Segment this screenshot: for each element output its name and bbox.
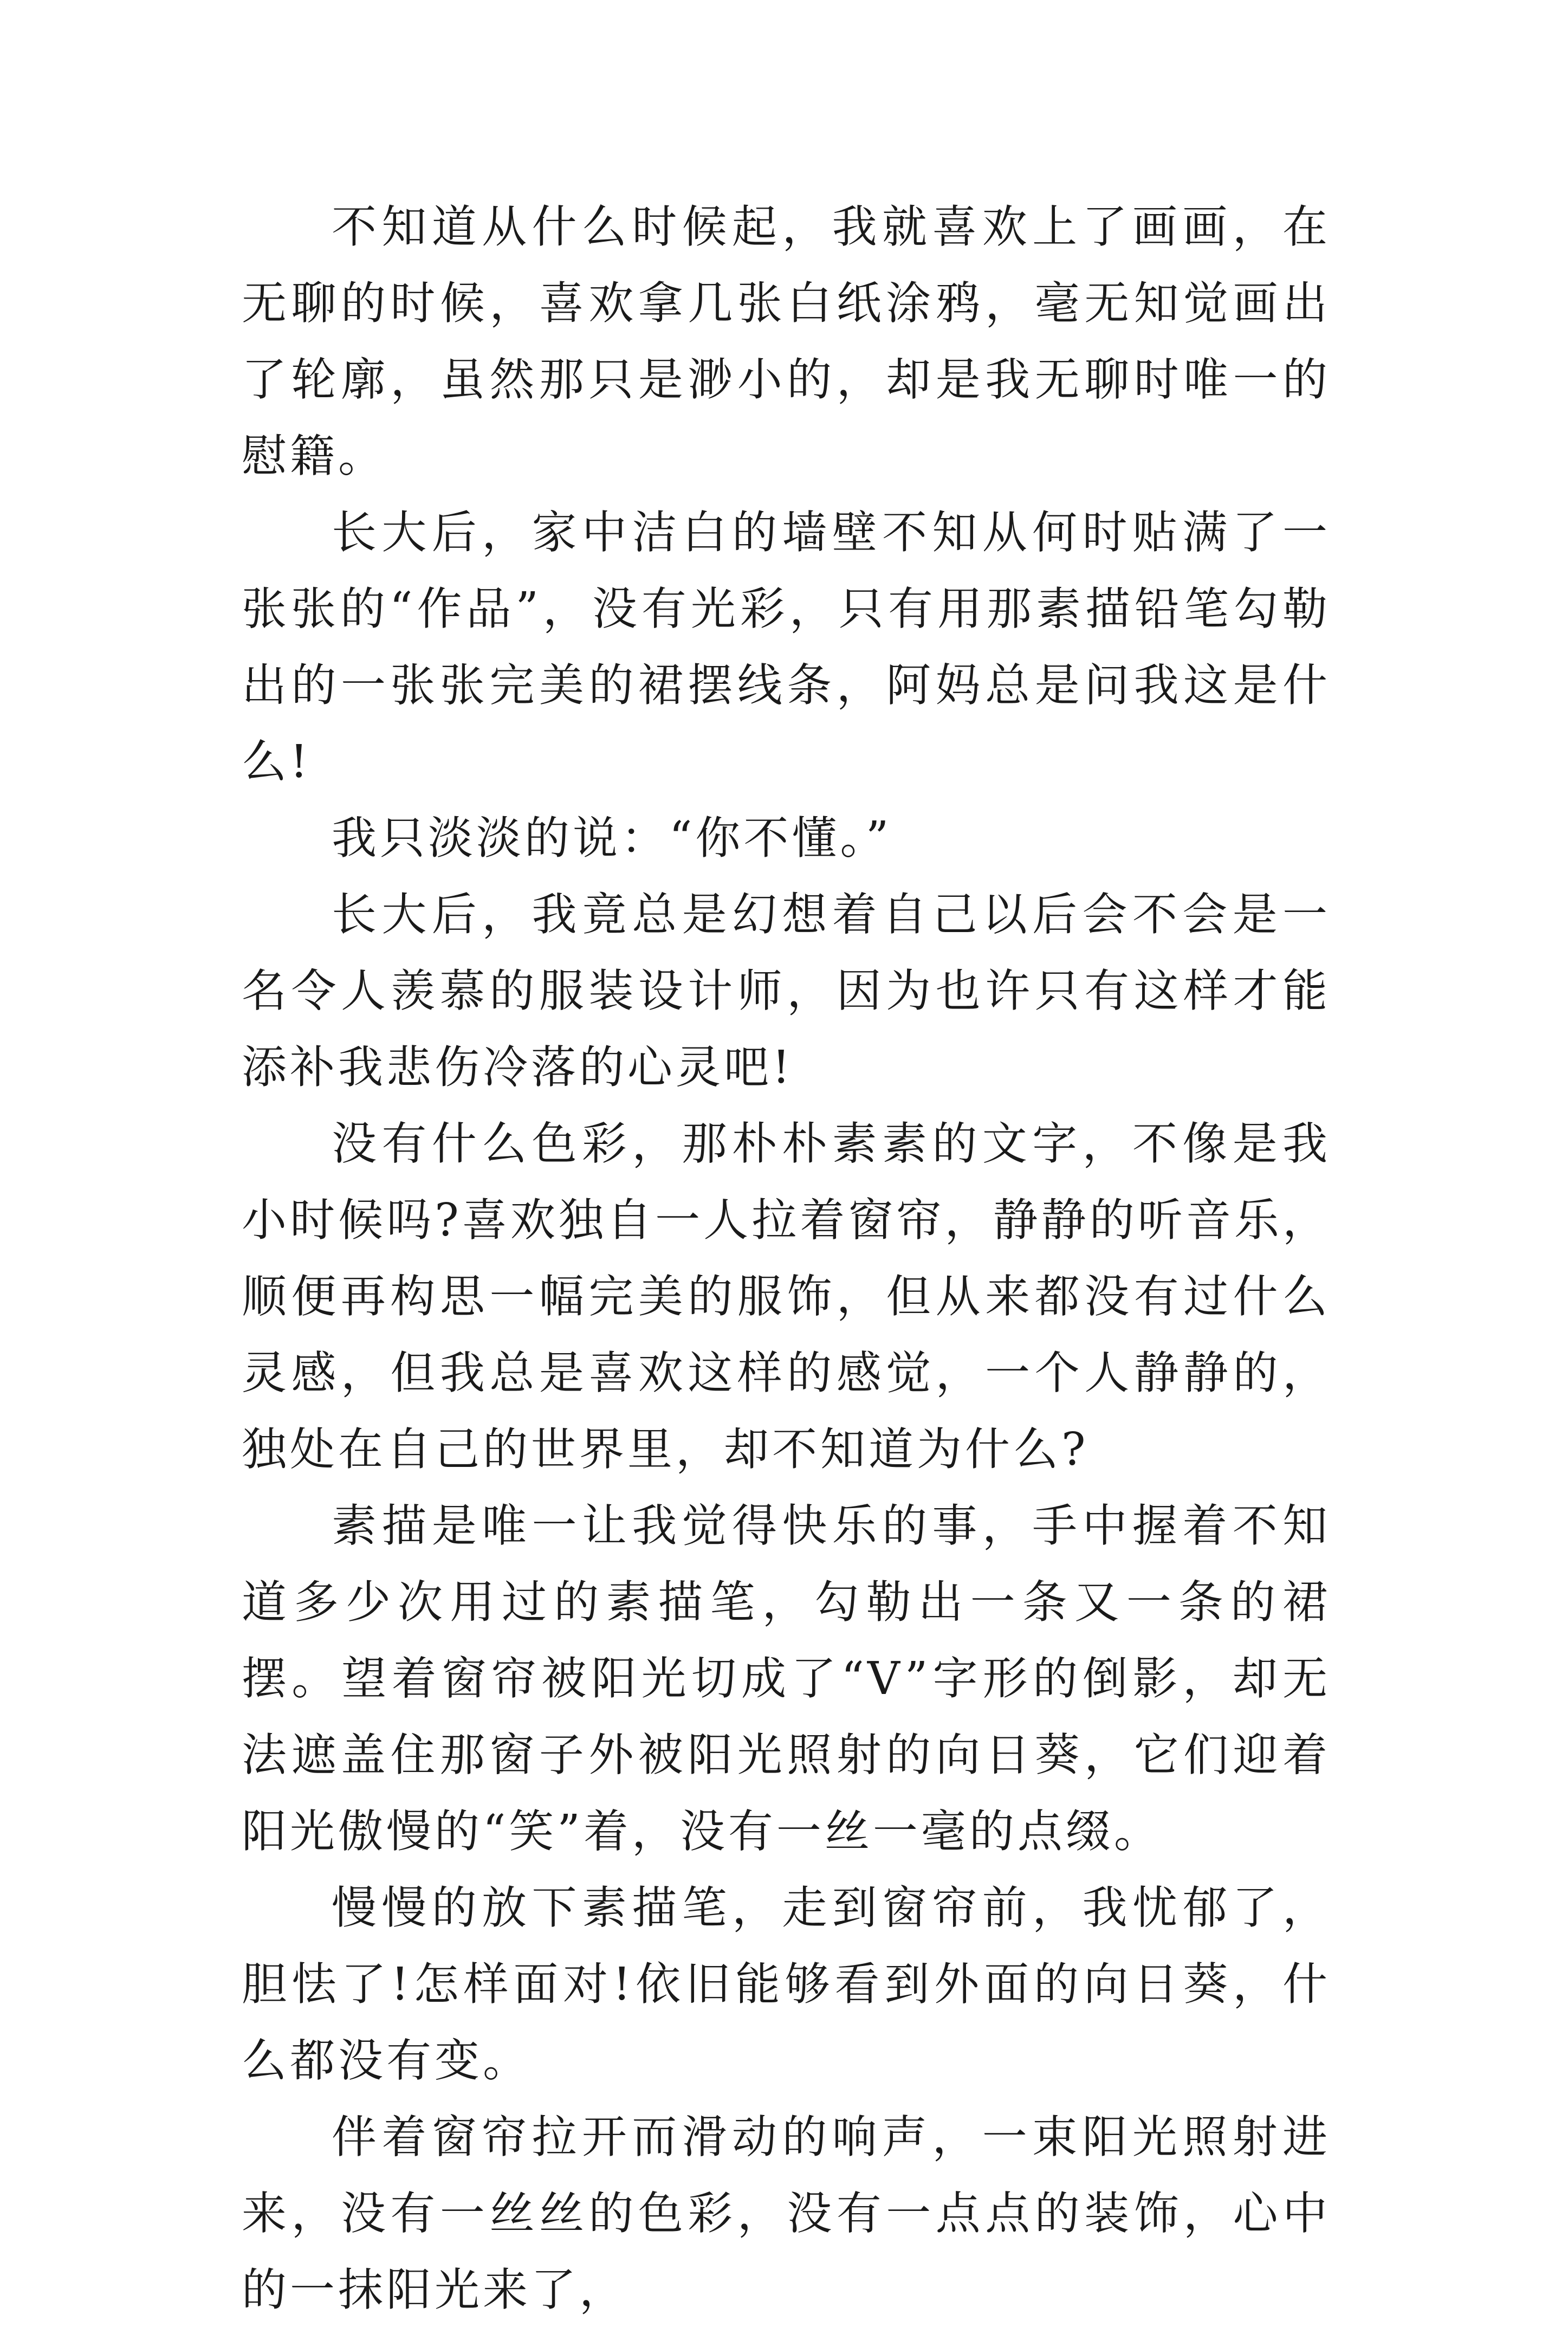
paragraph: 慢慢的放下素描笔，走到窗帘前，我忧郁了，胆怯了!怎样面对!依旧能够看到外面的向日葵，什么都没有变。 bbox=[242, 1881, 1331, 2087]
paragraph: 伴着窗帘拉开而滑动的响声，一束阳光照射进来，没有一丝丝的色彩，没有一点点的装饰，心中的一抹阳光来了， bbox=[242, 2111, 1331, 2316]
paragraph: 没有什么色彩，那朴朴素素的文字，不像是我小时候吗?喜欢独自一人拉着窗帘，静静的听音乐，顺便再构思一幅完美的服饰，但从来都没有过什么灵感，但我总是喜欢这样的感觉，一个人静静的，独处在自己的世界里，却不知道为什么? bbox=[242, 1117, 1331, 1476]
paragraph: 素描是唯一让我觉得快乐的事，手中握着不知道多少次用过的素描笔，勾勒出一条又一条的裙摆。望着窗帘被阳光切成了“V”字形的倒影，却无法遮盖住那窗子外被阳光照射的向日葵，它们迎着阳光傲慢的“笑”着，没有一丝一毫的点缀。 bbox=[242, 1499, 1331, 1858]
paragraph: 我只淡淡的说：“你不懂。” bbox=[332, 812, 892, 864]
paragraph: 长大后，我竟总是幻想着自己以后会不会是一名令人羡慕的服装设计师，因为也许只有这样才能添补我悲伤冷落的心灵吧! bbox=[242, 888, 1331, 1094]
document-body bbox=[242, 189, 1331, 2328]
paragraph: 不知道从什么时候起，我就喜欢上了画画，在无聊的时候，喜欢拿几张白纸涂鸦，毫无知觉画出了轮廓，虽然那只是渺小的，却是我无聊时唯一的慰籍。 bbox=[242, 201, 1331, 482]
paragraph: 长大后，家中洁白的墙壁不知从何时贴满了一张张的“作品”，没有光彩，只有用那素描铅笔勾勒出的一张张完美的裙摆线条，阿妈总是问我这是什么! bbox=[242, 506, 1331, 788]
